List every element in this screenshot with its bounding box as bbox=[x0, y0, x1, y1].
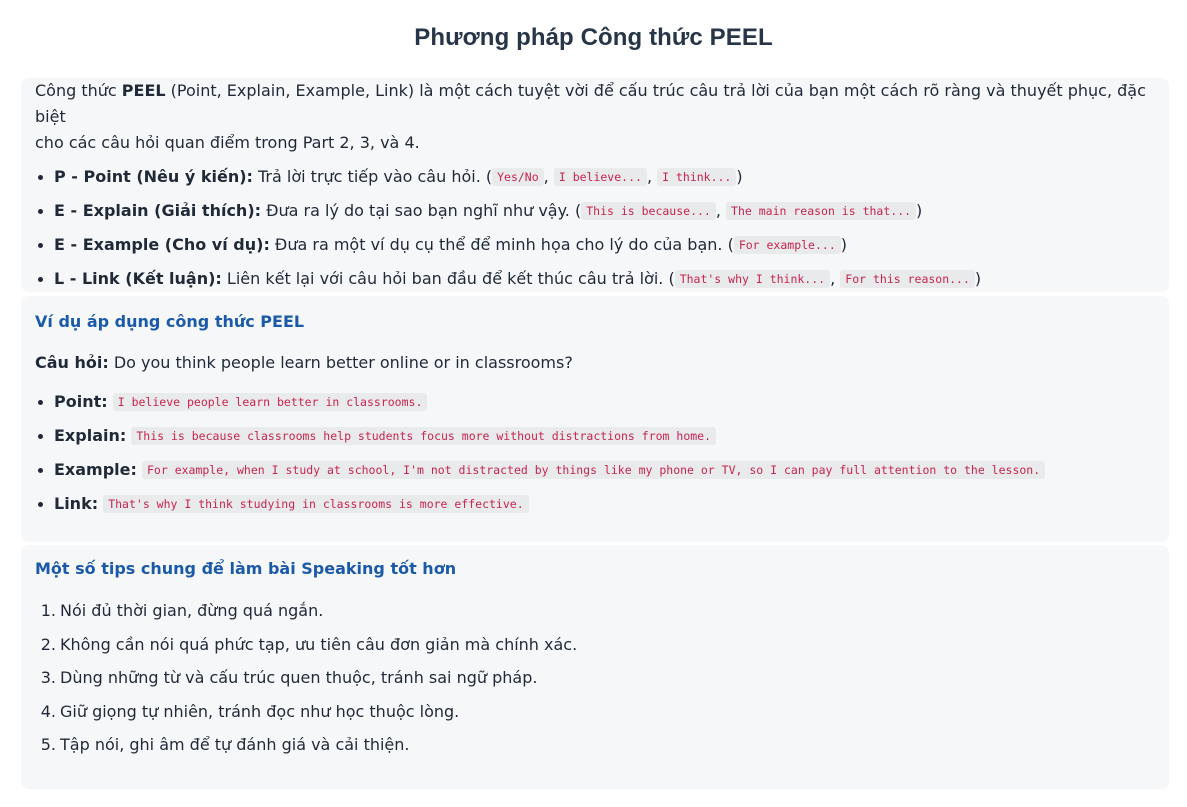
example-heading: Ví dụ áp dụng công thức PEEL bbox=[35, 312, 305, 331]
tips-list-item bbox=[35, 599, 1155, 623]
peel-item-code: That's why I think... bbox=[675, 270, 830, 288]
intro-rest: (Point, Explain, Example, Link) là một cách tuyệt vời để cấu trúc câu trả lời của bạn một cách rõ ràng và thuyết phục, đặc biệt bbox=[35, 81, 1146, 126]
peel-list-item bbox=[35, 233, 1155, 257]
peel-item-text: Liên kết lại với câu hỏi ban đầu để kết thúc câu trả lời. ( bbox=[221, 269, 675, 288]
tips-heading: Một số tips chung để làm bài Speaking tốt hơn bbox=[35, 559, 457, 578]
example-item-code: This is because classrooms help students focus more without distractions from home. bbox=[131, 427, 716, 445]
example-list-item bbox=[35, 492, 1155, 516]
example-item-code: For example, when I study at school, I'm not distracted by things like my phone or TV, so I can pay full attention to the lesson. bbox=[142, 461, 1045, 479]
peel-item-code: I think... bbox=[657, 168, 736, 186]
peel-item-label: E - Explain (Giải thích): bbox=[54, 201, 262, 220]
example-list-item bbox=[35, 458, 1155, 482]
tip-text: Không cần nói quá phức tạp, ưu tiên câu đơn giản mà chính xác. bbox=[60, 634, 578, 654]
tip-text: Giữ giọng tự nhiên, tránh đọc như học thuộc lòng. bbox=[60, 701, 460, 721]
example-item-label: Link: bbox=[54, 494, 99, 513]
peel-item-code: Yes/No bbox=[492, 168, 544, 186]
example-list-item bbox=[35, 424, 1155, 448]
peel-item-label: L - Link (Kết luận): bbox=[54, 269, 222, 288]
tips-list-item bbox=[35, 666, 1155, 690]
peel-item-code: This is because... bbox=[581, 202, 716, 220]
code-separator: , bbox=[543, 167, 549, 186]
tips-card bbox=[21, 545, 1169, 789]
peel-item-label: P - Point (Nêu ý kiến): bbox=[54, 167, 253, 186]
peel-item-close: ) bbox=[840, 235, 847, 254]
peel-item-text: Đưa ra một ví dụ cụ thể để minh họa cho lý do của bạn. ( bbox=[269, 235, 734, 254]
peel-item-code: The main reason is that... bbox=[726, 202, 916, 220]
tip-number: 1. bbox=[40, 601, 56, 620]
example-card bbox=[21, 296, 1169, 542]
intro-strong: PEEL bbox=[121, 81, 166, 100]
tip-number: 2. bbox=[40, 634, 56, 654]
peel-item-code: For this reason... bbox=[840, 270, 975, 288]
question-text: Do you think people learn better online or in classrooms? bbox=[108, 353, 573, 372]
peel-item-label: E - Example (Cho ví dụ): bbox=[54, 235, 270, 254]
page-title: Phương pháp Công thức PEEL bbox=[414, 24, 773, 51]
peel-item-close: ) bbox=[916, 201, 923, 220]
peel-item-text: Trả lời trực tiếp vào câu hỏi. ( bbox=[252, 167, 493, 186]
tips-list-item bbox=[35, 633, 1155, 657]
example-item-label: Point: bbox=[54, 392, 108, 411]
question bbox=[35, 350, 1155, 376]
peel-item-text: Đưa ra lý do tại sao bạn nghĩ như vậy. ( bbox=[261, 201, 582, 220]
tip-text: Tập nói, ghi âm để tự đánh giá và cải thiện. bbox=[60, 735, 410, 754]
tip-text: Nói đủ thời gian, đừng quá ngắn. bbox=[60, 601, 324, 620]
example-list-item bbox=[35, 390, 1155, 414]
peel-list-item bbox=[35, 267, 1155, 291]
peel-item-close: ) bbox=[736, 167, 743, 186]
example-list bbox=[35, 390, 1155, 516]
peel-item-code: I believe... bbox=[554, 168, 647, 186]
intro-prefix: Công thức bbox=[35, 81, 122, 100]
example-item-label: Example: bbox=[54, 460, 137, 479]
example-item-code: I believe people learn better in classrooms. bbox=[113, 393, 428, 411]
code-separator: , bbox=[715, 201, 721, 220]
peel-item-code: For example... bbox=[734, 236, 841, 254]
tip-text: Dùng những từ và cấu trúc quen thuộc, tránh sai ngữ pháp. bbox=[60, 668, 538, 687]
example-item-code: That's why I think studying in classrooms is more effective. bbox=[103, 495, 528, 513]
tip-number: 3. bbox=[40, 668, 56, 687]
intro-paragraph bbox=[35, 78, 1155, 156]
peel-list-item bbox=[35, 165, 1155, 189]
question-label: Câu hỏi: bbox=[35, 353, 109, 372]
peel-item-close: ) bbox=[974, 269, 982, 288]
intro-line2: cho các câu hỏi quan điểm trong Part 2, 3, và 4. bbox=[35, 133, 420, 152]
example-item-label: Explain: bbox=[54, 426, 127, 445]
peel-list bbox=[35, 165, 1155, 291]
code-separator: , bbox=[646, 167, 653, 186]
tips-list bbox=[35, 599, 1155, 757]
tip-number: 5. bbox=[40, 735, 56, 754]
peel-intro-card bbox=[21, 78, 1169, 292]
tip-number: 4. bbox=[40, 701, 56, 721]
peel-list-item bbox=[35, 199, 1155, 223]
tips-list-item bbox=[35, 700, 1155, 724]
code-separator: , bbox=[830, 269, 836, 288]
tips-list-item bbox=[35, 733, 1155, 757]
